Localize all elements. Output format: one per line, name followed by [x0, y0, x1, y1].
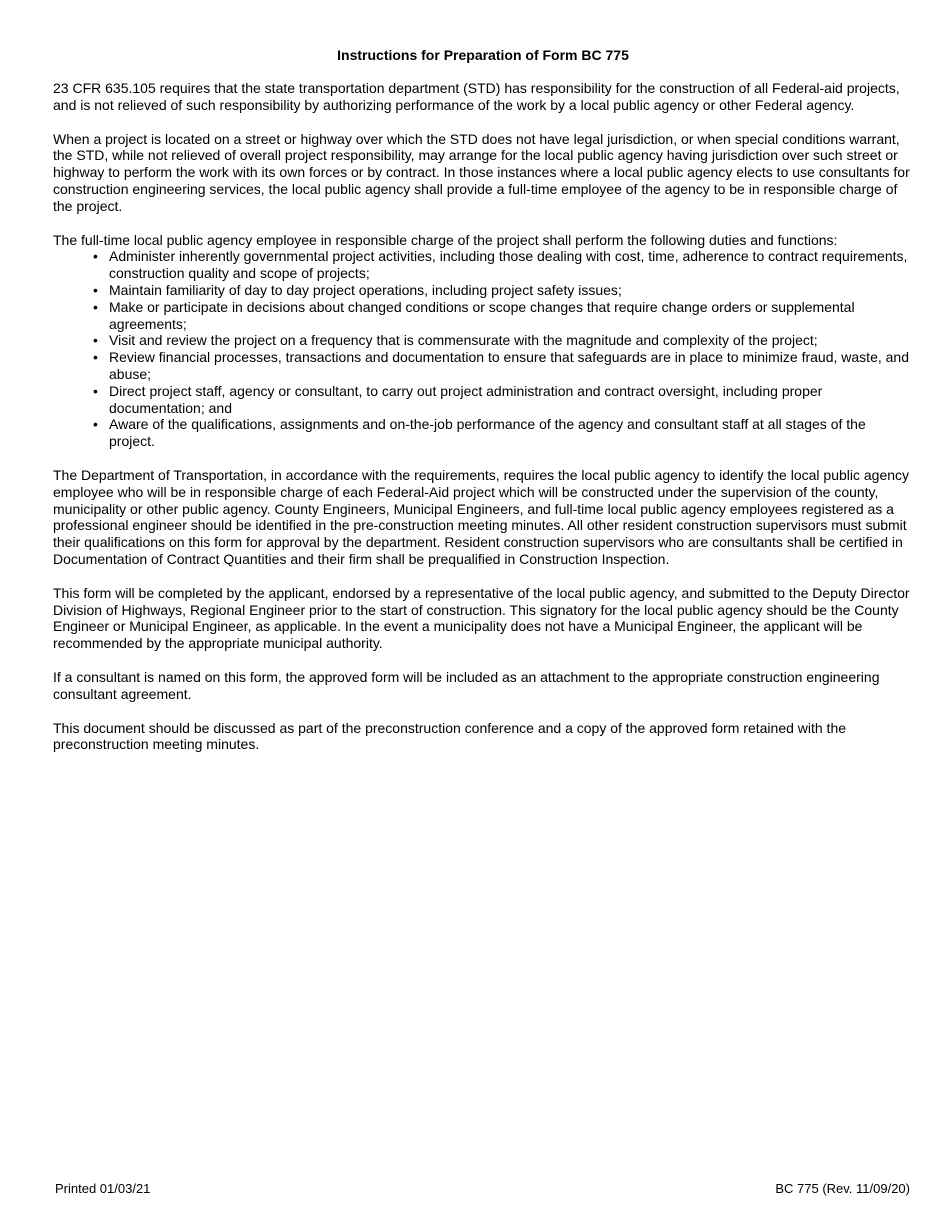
- bullet-icon: •: [93, 332, 98, 349]
- document-page: [53, 47, 913, 770]
- list-item-text: Direct project staff, agency or consultant, to carry out project administration and contract oversight, including proper documentation; and: [109, 382, 823, 416]
- printed-date: Printed 01/03/21: [55, 1181, 151, 1196]
- duties-list: [53, 248, 913, 450]
- document-title: Instructions for Preparation of Form BC 775: [337, 47, 629, 63]
- list-item-text: Aware of the qualifications, assignments and on-the-job performance of the agency and consultant staff at all stages of the project.: [109, 416, 866, 450]
- bullet-icon: •: [93, 382, 98, 399]
- bullet-icon: •: [93, 349, 98, 366]
- paragraph-jurisdiction: When a project is located on a street or highway over which the STD does not have legal jurisdiction, or when special conditions warrant, the STD, while not relieved of overall project responsibility, may arrange for the local public agency having jurisdiction over such street or highway to perform the work with its own forces or by contract. In those instances where a local public agency elects to use consultants for construction engineering services, the local public agency shall provide a full-time employee of the agency to be in responsible charge of the project.: [53, 130, 910, 214]
- list-item: [93, 332, 913, 349]
- list-item-text: Visit and review the project on a frequency that is commensurate with the magnitude and complexity of the project;: [109, 332, 818, 349]
- list-item: [93, 281, 913, 299]
- list-item-text: Make or participate in decisions about changed conditions or scope changes that require change orders or supplemental agreements;: [109, 298, 855, 332]
- list-item: [93, 382, 913, 417]
- form-revision: BC 775 (Rev. 11/09/20): [775, 1181, 910, 1196]
- paragraph-consultant-attachment: If a consultant is named on this form, the approved form will be included as an attachment to the appropriate construction engineering consultant agreement.: [53, 668, 880, 702]
- bullet-icon: •: [93, 298, 98, 315]
- paragraph-preconstruction: This document should be discussed as part of the preconstruction conference and a copy of the approved form retained with the preconstruction meeting minutes.: [53, 719, 847, 753]
- bullet-icon: •: [93, 281, 98, 298]
- paragraph-form-submission: This form will be completed by the applicant, endorsed by a representative of the local public agency, and submitted to the Deputy Director Division of Highways, Regional Engineer prior to the start of construction. This signatory for the local public agency should be the County Engineer or Municipal Engineer, as applicable. In the event a municipality does not have a Municipal Engineer, the applicant will be recommended by the appropriate municipal authority.: [53, 584, 910, 652]
- list-item-text: Administer inherently governmental project activities, including those dealing with cost, time, adherence to contract requirements, construction quality and scope of projects;: [109, 248, 908, 282]
- paragraph-cfr-responsibility: 23 CFR 635.105 requires that the state transportation department (STD) has responsibility for the construction of all Federal-aid projects, and is not relieved of such responsibility by authorizing performance of the work by a local public agency or other Federal agency.: [53, 80, 900, 113]
- list-item: [93, 416, 913, 450]
- paragraph-duties-intro: The full-time local public agency employee in responsible charge of the project shall perform the following duties and functions:: [53, 231, 838, 248]
- list-item: [93, 349, 913, 383]
- list-item: [93, 248, 913, 282]
- bullet-icon: •: [93, 248, 98, 265]
- list-item-text: Review financial processes, transactions and documentation to ensure that safeguards are in place to minimize fraud, waste, and abuse;: [109, 349, 909, 382]
- list-item-text: Maintain familiarity of day to day project operations, including project safety issues;: [109, 281, 622, 298]
- list-item: [93, 298, 913, 333]
- bullet-icon: •: [93, 416, 98, 433]
- paragraph-department-requirements: The Department of Transportation, in accordance with the requirements, requires the local public agency to identify the local public agency employee who will be in responsible charge of each Federal-Aid project which will be constructed under the supervision of the county, municipality or other public agency. County Engineers, Municipal Engineers, and full-time local public agency employees registered as a professional engineer should be identified in the pre-construction meeting minutes. All other resident construction supervisors must submit their qualifications on this form for approval by the department. Resident construction supervisors who are consultants shall be certified in Documentation of Contract Quantities and their firm shall be prequalified in Construction Inspection.: [53, 466, 910, 567]
